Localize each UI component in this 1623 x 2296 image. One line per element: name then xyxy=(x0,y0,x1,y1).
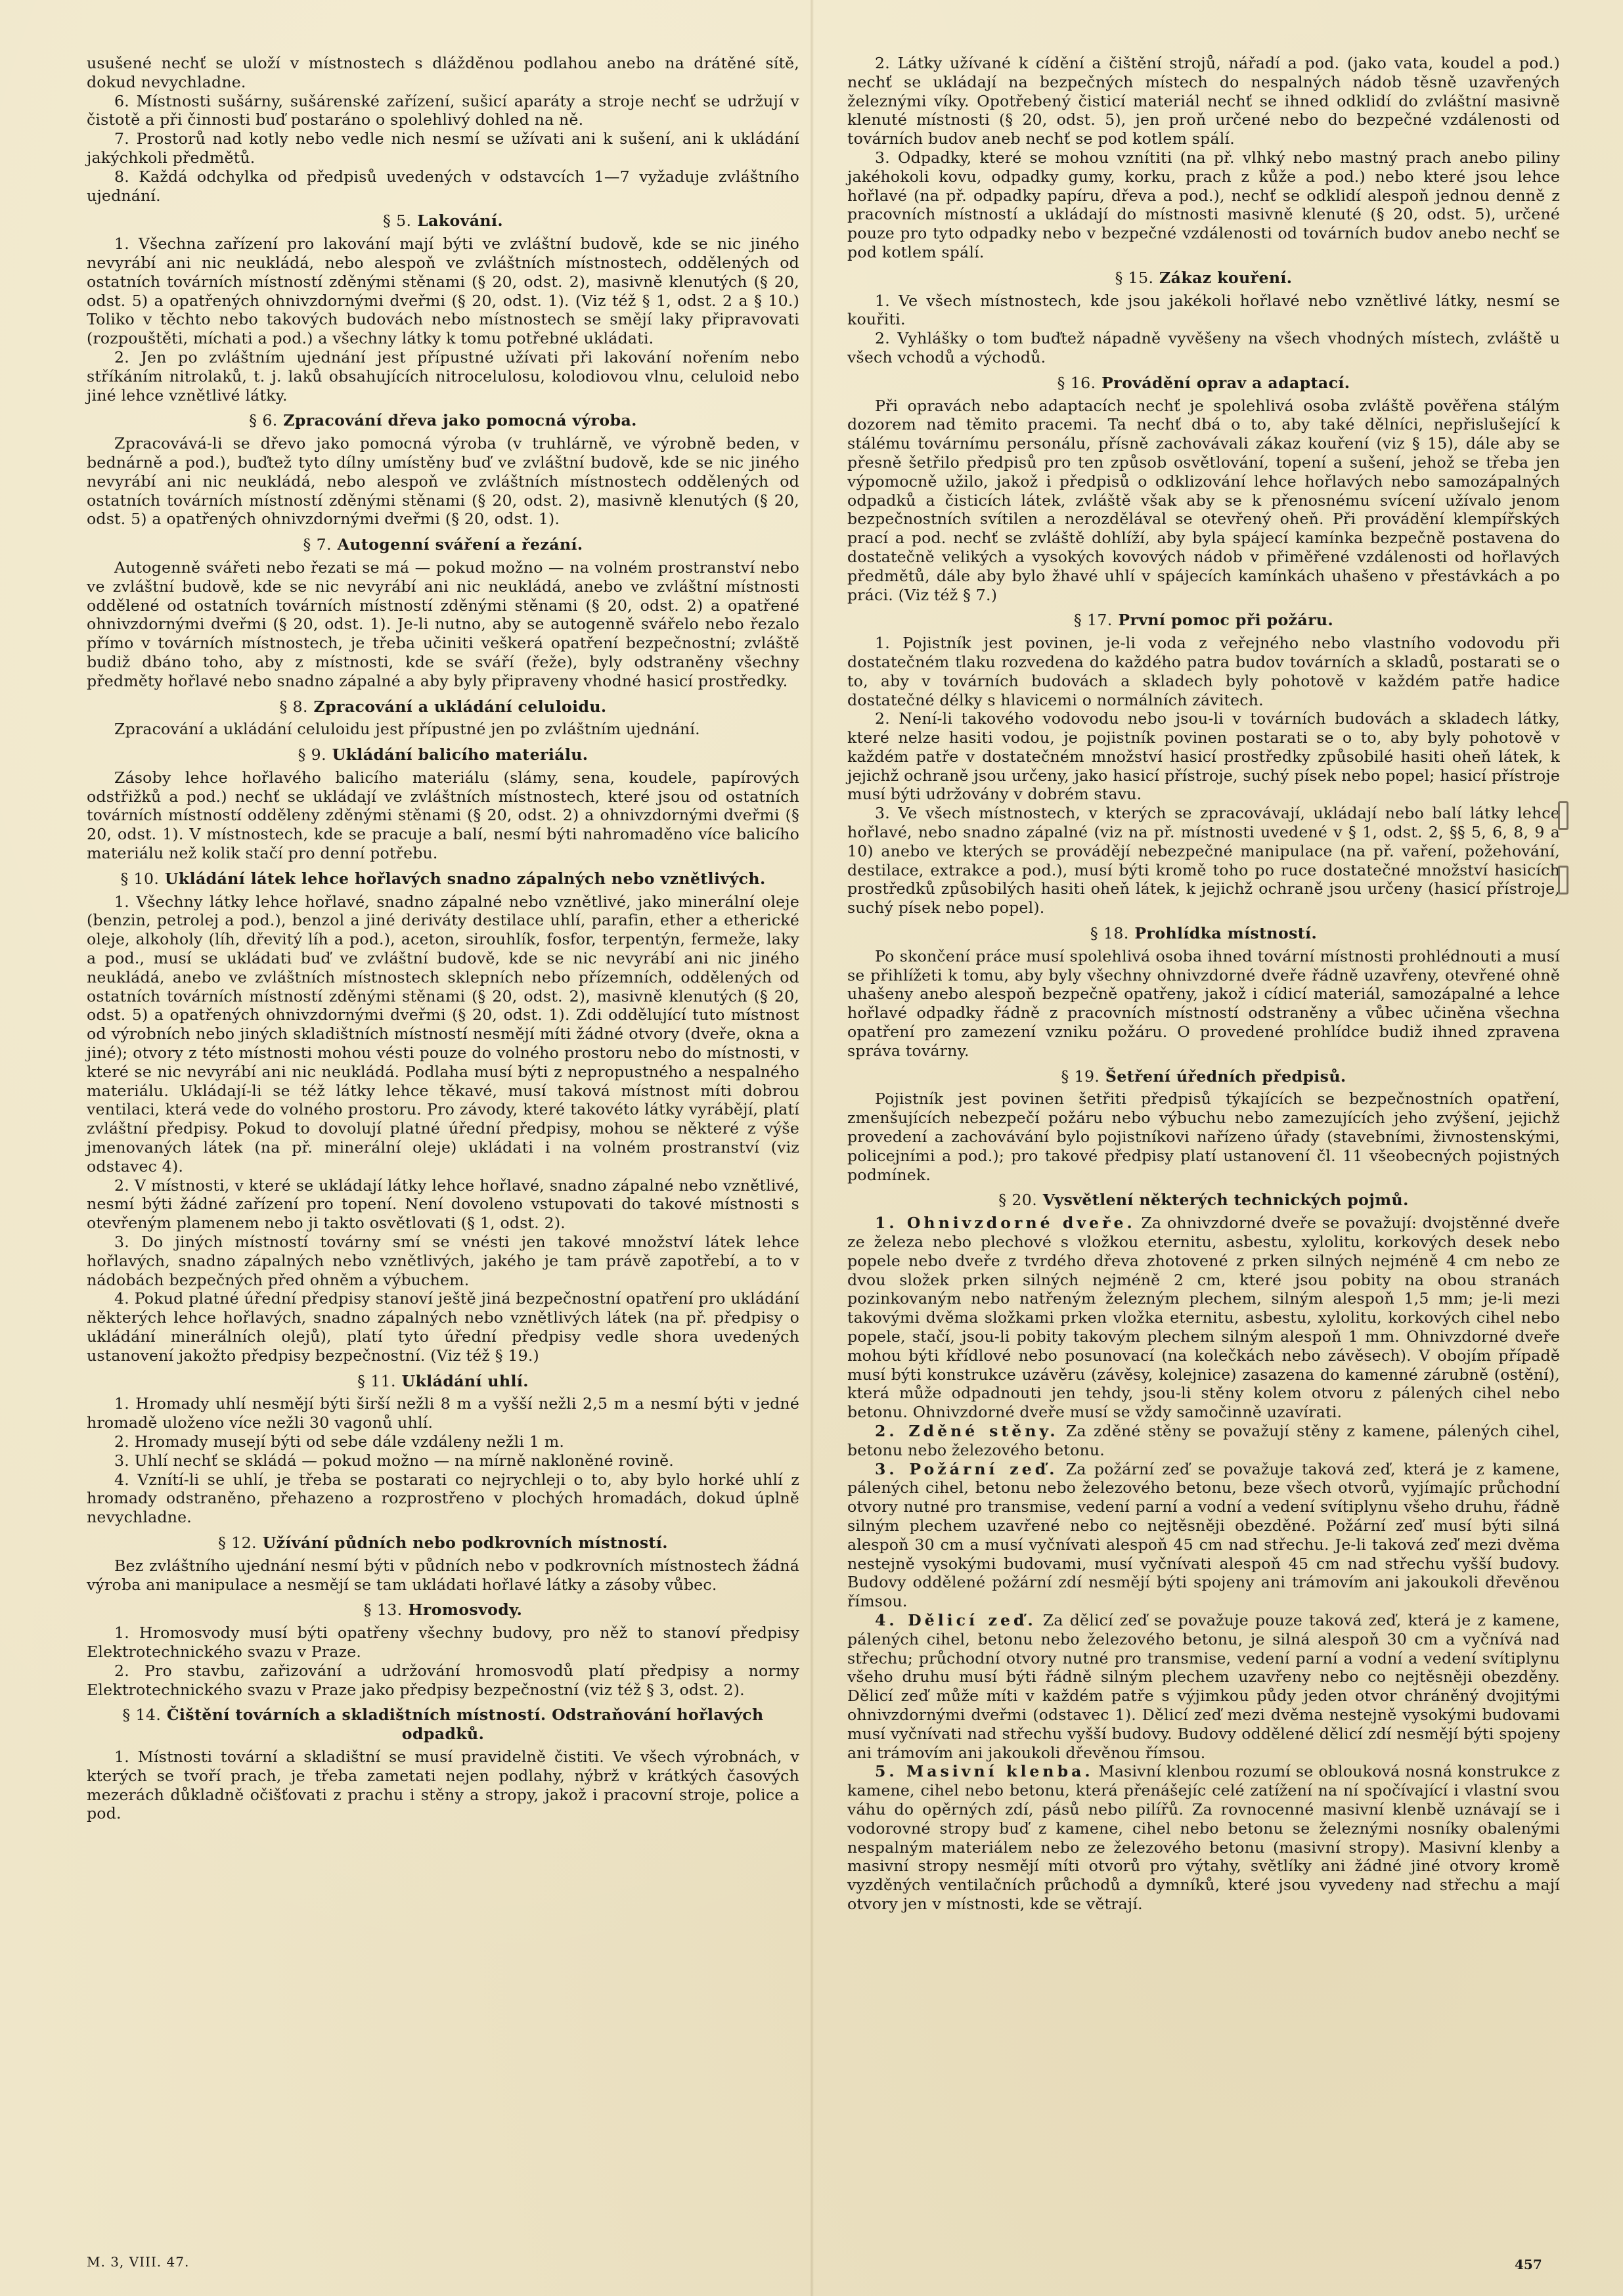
page-fold xyxy=(810,0,814,2296)
paragraph: 7. Prostorů nad kotly nebo vedle nich nesmí se užívati ani k sušení, ani k ukládání jakýchkoli předmětů. xyxy=(87,129,799,167)
section-heading: § 17. První pomoc při požáru. xyxy=(1073,611,1334,630)
left-column xyxy=(87,54,799,1823)
definition-term: 3. Požární zeď. xyxy=(875,1459,1058,1478)
paragraph: 4. Pokud platné úřední předpisy stanoví ještě jiná bezpečnostní opatření pro ukládání některých lehce hořlavých, snadno zápalných nebo vznětlivých látek (na př. předpisy o ukládání minerálních olejů), platí tyto úřední předpisy vedle shora uvedených ustanovení jakožto předpisy bezpečnostní. (Viz též § 19.) xyxy=(87,1289,799,1365)
paragraph: 2. Vyhlášky o tom buďtež nápadně vyvěšeny na všech vhodných místech, zvláště u všech vchodů a východů. xyxy=(847,329,1560,366)
section-heading: § 13. Hromosvody. xyxy=(363,1601,523,1620)
paragraph: 1. Hromosvody musí býti opatřeny všechny budovy, pro něž to stanoví předpisy Elektrotechnického svazu v Praze. xyxy=(87,1623,799,1661)
paragraph: Po skončení práce musí spolehlivá osoba ihned tovární místnosti prohlédnouti a musí se přihlížeti k tomu, aby byly všechny ohnivzdorné dveře řádně uzavřeny, otevřené ohně uhašeny anebo alespoň bezpečně opatřeny, jakož i cídicí materiál, samozápalné a lehce hořlavé odpadky řádně z pracovních místností odstraněny a vůbec učiněna všechna opatření pro zamezení vzniku požáru. O provedené prohlídce budiž ihned zpravena správa továrny. xyxy=(847,946,1560,1060)
paragraph: Autogenně svářeti nebo řezati se má — pokud možno — na volném prostranství nebo ve zvláštní budově, kde se nic nevyrábí ani nic neukládá, anebo ve zvláštní místnosti oddělené od ostatních továrních místností zděnými stěnami (§ 20, odst. 2) a opatřené ohnivzdornými dveřmi (§ 20, odst. 1). Je-li nutno, aby se autogenně svářelo nebo řezalo přímo v továrních místnostech, je třeba učiniti veškerá opatření bezpečnostní; zvláště budiž dbáno toho, aby z místnosti, kde se sváří (řeže), byly odstraněny všechny předměty hořlavé nebo snadno zápalné a aby byly připraveny vhodné hasicí prostředky. xyxy=(87,558,799,690)
section-heading: § 15. Zákaz kouření. xyxy=(1115,268,1293,287)
right-column xyxy=(847,54,1560,1914)
paragraph: 2. Není-li takového vodovodu nebo jsou-li v továrních budovách a skladech látky, které nelze hasiti vodou, je pojistník povinen postarati se o to, aby byly pohotově v každém patře v dostatečném množství hasicí prostředky způsobilé hasiti oheň látek, k jejichž ochraně jsou určeny, jako hasicí přístroje, suchý písek nebo popel; hasicí přístroje musí býti udržovány v dobrém stavu. xyxy=(847,709,1560,804)
staple-mark xyxy=(1558,801,1568,830)
paragraph: 1. Pojistník jest povinen, je-li voda z veřejného nebo vlastního vodovodu při dostatečném tlaku rozvedena do každého patra budov továrních a skladů, postarati se o to, aby v továrních budovách a skladech byly pohotově v každém patře hadice dostatečné délky s hlavicemi o normálních závitech. xyxy=(847,634,1560,709)
paragraph: 3. Do jiných místností továrny smí se vnésti jen takové množství látek lehce hořlavých, snadno zápalných nebo vznětlivých, jakého je tam právě zapotřebí, a to v nádobách bezpečných před ohněm a výbuchem. xyxy=(87,1233,799,1289)
paragraph: 8. Každá odchylka od předpisů uvedených v odstavcích 1—7 vyžaduje zvláštního ujednání. xyxy=(87,167,799,205)
section-heading: § 20. Vysvětlení některých technických pojmů. xyxy=(998,1191,1409,1210)
section-heading: § 7. Autogenní sváření a řezání. xyxy=(303,535,583,554)
paragraph: usušené nechť se uloží v místnostech s dlážděnou podlahou anebo na drátěné sítě, dokud nevychladne. xyxy=(87,54,799,91)
paragraph: 1. Všechna zařízení pro lakování mají býti ve zvláštní budově, kde se nic jiného nevyrábí ani nic neukládá, nebo alespoň ve zvláštních místnostech, oddělených od ostatních továrních místností zděnými stěnami (§ 20, odst. 2), masivně klenutých (§ 20, odst. 5) a opatřených ohnivzdornými dveřmi (§ 20, odst. 1). (Viz též § 1, odst. 2 a § 10.) Toliko v těchto nebo takových budovách nebo místnostech se smějí laky připravovati (rozpouštěti, míchati a pod.) a všechny látky k tomu potřebné ukládati. xyxy=(87,234,799,348)
paragraph: 4. Vznítí-li se uhlí, je třeba se postarati co nejrychleji o to, aby bylo horké uhlí z hromady odstraněno, přehazeno a rozprostřeno v plochých hromadách, dokud úplně nevychladne. xyxy=(87,1470,799,1527)
paragraph: 2. Pro stavbu, zařizování a udržování hromosvodů platí předpisy a normy Elektrotechnického svazu v Praze jako předpisy bezpečnostní (viz též § 3, odst. 2). xyxy=(87,1661,799,1699)
paragraph: 1. Místnosti tovární a skladištní se musí pravidelně čistiti. Ve všech výrobnách, v kterých se tvoří prach, je třeba zametati nejen podlahy, nýbrž v krátkých časových mezerách důkladně očišťovati z prachu i stěny a stropy, jakož i pracovní stroje, police a pod. xyxy=(87,1747,799,1823)
paragraph: Zpracování a ukládání celuloidu jest přípustné jen po zvláštním ujednání. xyxy=(114,720,700,739)
definition-term: 5. Masivní klenba. xyxy=(875,1762,1094,1781)
definition-paragraph: 5. Masivní klenba. Masivní klenbou rozumí se oblouková nosná konstrukce z kamene, cihel nebo betonu, která přenášejíc celé zatížení na ní spočívající i vlastní svou váhu do opěrných zdí, pásů nebo pilířů. Za rovnocenné masivní klenbě uznávají se i vodorovné stropy buď z kamene, cihel nebo betonu se železnými nosníky obalenými nespalným materiálem nebo ze železového betonu (masivní stropy). Masivní klenby a masivní stropy nesmějí míti otvorů pro výtahy, světlíky ani žádné jiné otvory kromě vyzděných ventilačních průchodů a dymníků, které jsou vyvedeny nad střechu a mají otvory jen v místnosti, kde se větrají. xyxy=(847,1762,1560,1913)
section-heading: § 14. Čištění továrních a skladištních místností. Odstraňování hořlavých odpadků. xyxy=(122,1706,764,1744)
paragraph: 1. Ve všech místnostech, kde jsou jakékoli hořlavé nebo vznětlivé látky, nesmí se kouřiti. xyxy=(847,291,1560,329)
section-heading: § 19. Šetření úředních předpisů. xyxy=(1061,1067,1346,1086)
paragraph: Při opravách nebo adaptacích nechť je spolehlivá osoba zvláště pověřena stálým dozorem nad těmito pracemi. Ta nechť dbá o to, aby také dělníci, nepřislušející k stálému továrnímu personálu, přísně zachovávali zákaz kouření (viz § 15), dále aby se přesně šetřilo předpisů pro ten způsob osvětlování, topení a sušení, jehož se třeba jen výpomocně užilo, jakož i předpisů o odklizování lehce hořlavých nebo samozápalných odpadků a čisticích látek, zvláště však aby se k přenosnému svícení užívalo jenom bezpečnostních svítilen a nerozdělával se otevřený oheň. Při provádění klempířských prací a pod. nechť se zvláště dohlíží, aby byla spájecí kamínka bezpečně postavena do dostatečně velikých a vysokých kovových nádob v přiměřené vzdálenosti od hořlavých předmětů, dále aby bylo žhavé uhlí v spájecích kamínkách uhašeno v přestávkách a po práci. (Viz též § 7.) xyxy=(847,396,1560,604)
paragraph: 2. V místnosti, v které se ukládají látky lehce hořlavé, snadno zápalné nebo vznětlivé, nesmí býti žádné zařízení pro topení. Není dovoleno vstupovati do takové místnosti s otevřeným plamenem nebo ji takto osvětlovati (§ 1, odst. 2). xyxy=(87,1176,799,1233)
paragraph: Zpracovává-li se dřevo jako pomocná výroba (v truhlárně, ve výrobně beden, v bednárně a pod.), buďtež tyto dílny umístěny buď ve zvláštní budově, kde se nic jiného nevyrábí ani nic neukládá, nebo alespoň ve zvláštních místnostech oddělených od ostatních továrních místností zděnými stěnami (§ 20, odst. 2), masivně klenutých (§ 20, odst. 5) a opatřených ohnivzdornými dveřmi (§ 20, odst. 1). xyxy=(87,434,799,529)
section-heading: § 9. Ukládání balicího materiálu. xyxy=(298,745,589,764)
definition-paragraph: 4. Dělicí zeď. Za dělicí zeď se považuje pouze taková zeď, která je z kamene, pálených cihel, betonu nebo železového betonu, je silná alespoň 30 cm a vyčnívá nad střechu; průchodní otvory nutné pro transmise, vedení parní a vodní a vedení svítiplynu všeho druhu musí býti řádně silným plechem uzavřeny nebo co nejtěsněji obezděny. Dělicí zeď může míti v každém patře s výjimkou půdy jeden otvor chráněný dvojitými ohnivzdornými dveřmi (odstavec 1). Dělicí zeď mezi dvěma nestejně vysokými budovami musí vyčnívati nad střechu vyšší budovy. Budovy oddělené dělicí zdí nesmějí býti spojeny ani trámovím ani jakoukoli dřevěnou římsou. xyxy=(847,1610,1560,1762)
section-heading: § 12. Užívání půdních nebo podkrovních místností. xyxy=(218,1533,668,1552)
definition-paragraph: 2. Zděné stěny. Za zděné stěny se považují stěny z kamene, pálených cihel, betonu nebo železového betonu. xyxy=(847,1421,1560,1459)
paragraph: 2. Látky užívané k cídění a čištění strojů, nářadí a pod. (jako vata, koudel a pod.) nechť se ukládají na bezpečných místech do nespalných nádob těsně uzavřených železnými víky. Opotřebený čisticí materiál nechť se ihned odklidí do zvláštní masivně klenuté místnosti (§ 20, odst. 5), jen proň určené nebo do bezpečné vzdálenosti od továrních budov aneb nechť se pod kotlem spálí. xyxy=(847,54,1560,148)
paragraph: 3. Ve všech místnostech, v kterých se zpracovávají, ukládají nebo balí látky lehce hořlavé, nebo snadno zápalné (viz na př. místnosti uvedené v § 1, odst. 2, §§ 5, 6, 8, 9 a 10) anebo ve kterých se provádějí nebezpečné manipulace (na př. vaření, požehování, destilace, extrakce a pod.), musí býti kromě toho po ruce dostatečné množství hasicích prostředků způsobilých hasiti oheň látek, k jejichž ochraně jsou určeny (hasicí přístroje, suchý písek nebo popel). xyxy=(847,804,1560,917)
paragraph: 2. Jen po zvláštním ujednání jest přípustné užívati při lakování nořením nebo stříkáním nitrolaků, t. j. laků obsahujících nitrocelulosu, kolodiovou vlnu, celuloid nebo jiné lehce vznětlivé látky. xyxy=(87,347,799,405)
paragraph: 3. Odpadky, které se mohou vznítiti (na př. vlhký nebo mastný prach anebo piliny jakéhokoli kovu, odpadky gumy, korku, prach z kůže a pod.) nebo které jsou lehce hořlavé (na př. odpadky papíru, dřeva a pod.), nechť se odklidí alespoň jednou denně z pracovních místností a ukládají do místnosti masivně klenuté (§ 20, odst. 5), určené pouze pro tyto odpadky nebo v bezpečné vzdálenosti od továrních budov anebo nechť se pod kotlem spálí. xyxy=(847,148,1560,261)
paragraph: 1. Hromady uhlí nesmějí býti širší nežli 8 m a vyšší nežli 2,5 m a nesmí býti v jedné hromadě uloženo více nežli 30 vagonů uhlí. xyxy=(87,1394,799,1432)
section-heading: § 6. Zpracování dřeva jako pomocná výroba. xyxy=(249,411,637,430)
definition-paragraph: 1. Ohnivzdorné dveře. Za ohnivzdorné dveře se považují: dvojstěnné dveře ze železa nebo plechové s vložkou eternitu, asbestu, xylolitu, korkových desek nebo popele nebo dveře z tvrdého dřeva zhotovené z prken silných nejméně 4 cm nebo ze dvou složek prken silných nejméně 2 cm, které jsou pobity na obou stranách pozinkovaným nebo natřeným železným plechem, silným alespoň 1,5 mm; je-li mezi takovými dvěma složkami prken vložka eternitu, asbestu, xylolitu, korkových cihel nebo popele, stačí, jsou-li pobity takovým plechem silným alespoň 1 mm. Ohnivzdorné dveře mohou býti křídlové nebo posunovací (na kolečkách nebo závěsech). V obojím případě musí býti konstrukce uzávěru (závěsy, kolejnice) zasazena do kamenné zárubně (ostění), která může odpadnouti jen tehdy, jsou-li stěny kolem otvoru z pálených cihel nebo betonu. Ohnivzdorné dveře musí se vždy samočinně uzavírati. xyxy=(847,1214,1560,1422)
definition-paragraph: 3. Požární zeď. Za požární zeď se považuje taková zeď, která je z kamene, pálených cihel, betonu nebo železového betonu, beze všech otvorů, vyjímajíc průchodní otvory nutné pro transmise, vedení parní a vodní a vedení svítiplynu všeho druhu, řádně silným plechem uzavřené nebo co nejtěsněji obezděné. Požární zeď musí býti silná alespoň 30 cm a musí vyčnívati alespoň 45 cm nad střechu. Je-li taková zeď mezi dvěma nestejně vysokými budovami, musí vyčnívati alespoň 45 cm nad střechu vyšší budovy. Budovy oddělené požární zdí nesmějí býti spojeny ani trámovím ani jakoukoli dřevěnou římsou. xyxy=(847,1459,1560,1611)
paragraph: 6. Místnosti sušárny, sušárenské zařízení, sušicí aparáty a stroje nechť se udržují v čistotě a při činnosti buď postaráno o spolehlivý dohled na ně. xyxy=(87,91,799,129)
section-heading: § 11. Ukládání uhlí. xyxy=(357,1371,529,1390)
section-heading: § 5. Lakování. xyxy=(383,211,503,231)
section-heading: § 10. Ukládání látek lehce hořlavých snadno zápalných nebo vznětlivých. xyxy=(120,869,766,888)
page-number: 457 xyxy=(1515,2257,1542,2272)
section-heading: § 8. Zpracování a ukládání celuloidu. xyxy=(279,697,607,716)
footer-issue: M. 3, VIII. 47. xyxy=(87,2254,190,2270)
paragraph: Zásoby lehce hořlavého balicího materiálu (slámy, sena, koudele, papírových odstřižků a pod.) nechť se ukládají ve zvláštních místnostech, které jsou od ostatních továrních místností odděleny zděnými stěnami (§ 20, odst. 2) a ohnivzdornými dveřmi (§ 20, odst. 1). V místnostech, kde se pracuje a balí, nesmí býti nahromaděno více balicího materiálu než kolik stačí pro denní potřebu. xyxy=(87,768,799,863)
paragraph: 2. Hromady musejí býti od sebe dále vzdáleny nežli 1 m. xyxy=(114,1432,565,1451)
paragraph: 3. Uhlí nechť se skládá — pokud možno — na mírně nakloněné rovině. xyxy=(114,1451,674,1470)
section-heading: § 18. Prohlídka místností. xyxy=(1090,924,1318,943)
definition-term: 1. Ohnivzdorné dveře. xyxy=(875,1214,1136,1233)
definition-term: 2. Zděné stěny. xyxy=(875,1421,1059,1440)
staple-mark xyxy=(1558,866,1568,894)
paragraph: Bez zvláštního ujednání nesmí býti v půdních nebo v podkrovních místnostech žádná výroba ani manipulace a nesmějí se tam ukládati hořlavé látky a zásoby vůbec. xyxy=(87,1556,799,1594)
paragraph: 1. Všechny látky lehce hořlavé, snadno zápalné nebo vznětlivé, jako minerální oleje (benzin, petrolej a pod.), benzol a jiné deriváty destilace uhlí, parafin, ether a etherické oleje, alkoholy (líh, dřevitý líh a pod.), aceton, sirouhlík, fosfor, terpentýn, fermeže, laky a pod., musí se ukládati buď ve zvláštní budově, kde se nic nevyrábí ani nic jiného neukládá, anebo ve zvláštních místnostech sklepních nebo přízemních, oddělených od ostatních továrních místností zděnými stěnami (§ 20, odst. 2), masivně klenutých (§ 20, odst. 5) a opatřených ohnivzdornými dveřmi (§ 20, odst. 1). Zdi oddělující tuto místnost od výrobních nebo jiných skladištních místností nesmějí míti žádné otvory (dveře, okna a jiné); otvory z této místnosti mohou vésti pouze do volného prostoru nebo do místnosti, v které se nic nevyrábí ani nic neukládá. Podlaha musí býti z nepropustného a nespalného materiálu. Ukládají-li se též látky lehce těkavé, musí taková místnost míti dobrou ventilaci, která vede do volného prostoru. Pro závody, které takovéto látky vyrábějí, platí zvláštní předpisy. Pokud to dovolují platné úřední předpisy, mohou se některé z výše jmenovaných látek (na př. minerální oleje) ukládati i na volném prostranství (viz odstavec 4). xyxy=(87,892,799,1176)
section-heading: § 16. Provádění oprav a adaptací. xyxy=(1057,373,1350,392)
definition-term: 4. Dělicí zeď. xyxy=(875,1610,1036,1629)
paragraph: Pojistník jest povinen šetřiti předpisů týkajících se bezpečnostních opatření, zmenšujících nebezpečí požáru nebo výbuchu nebo zamezujících jeho zvýšení, jejichž provedení a zachovávání bylo pojistníkovi nařízeno úřady (stavebními, živnostenskými, policejními a pod.); pro takové předpisy platí ustanovení čl. 11 všeobecných pojistných podmínek. xyxy=(847,1090,1560,1184)
